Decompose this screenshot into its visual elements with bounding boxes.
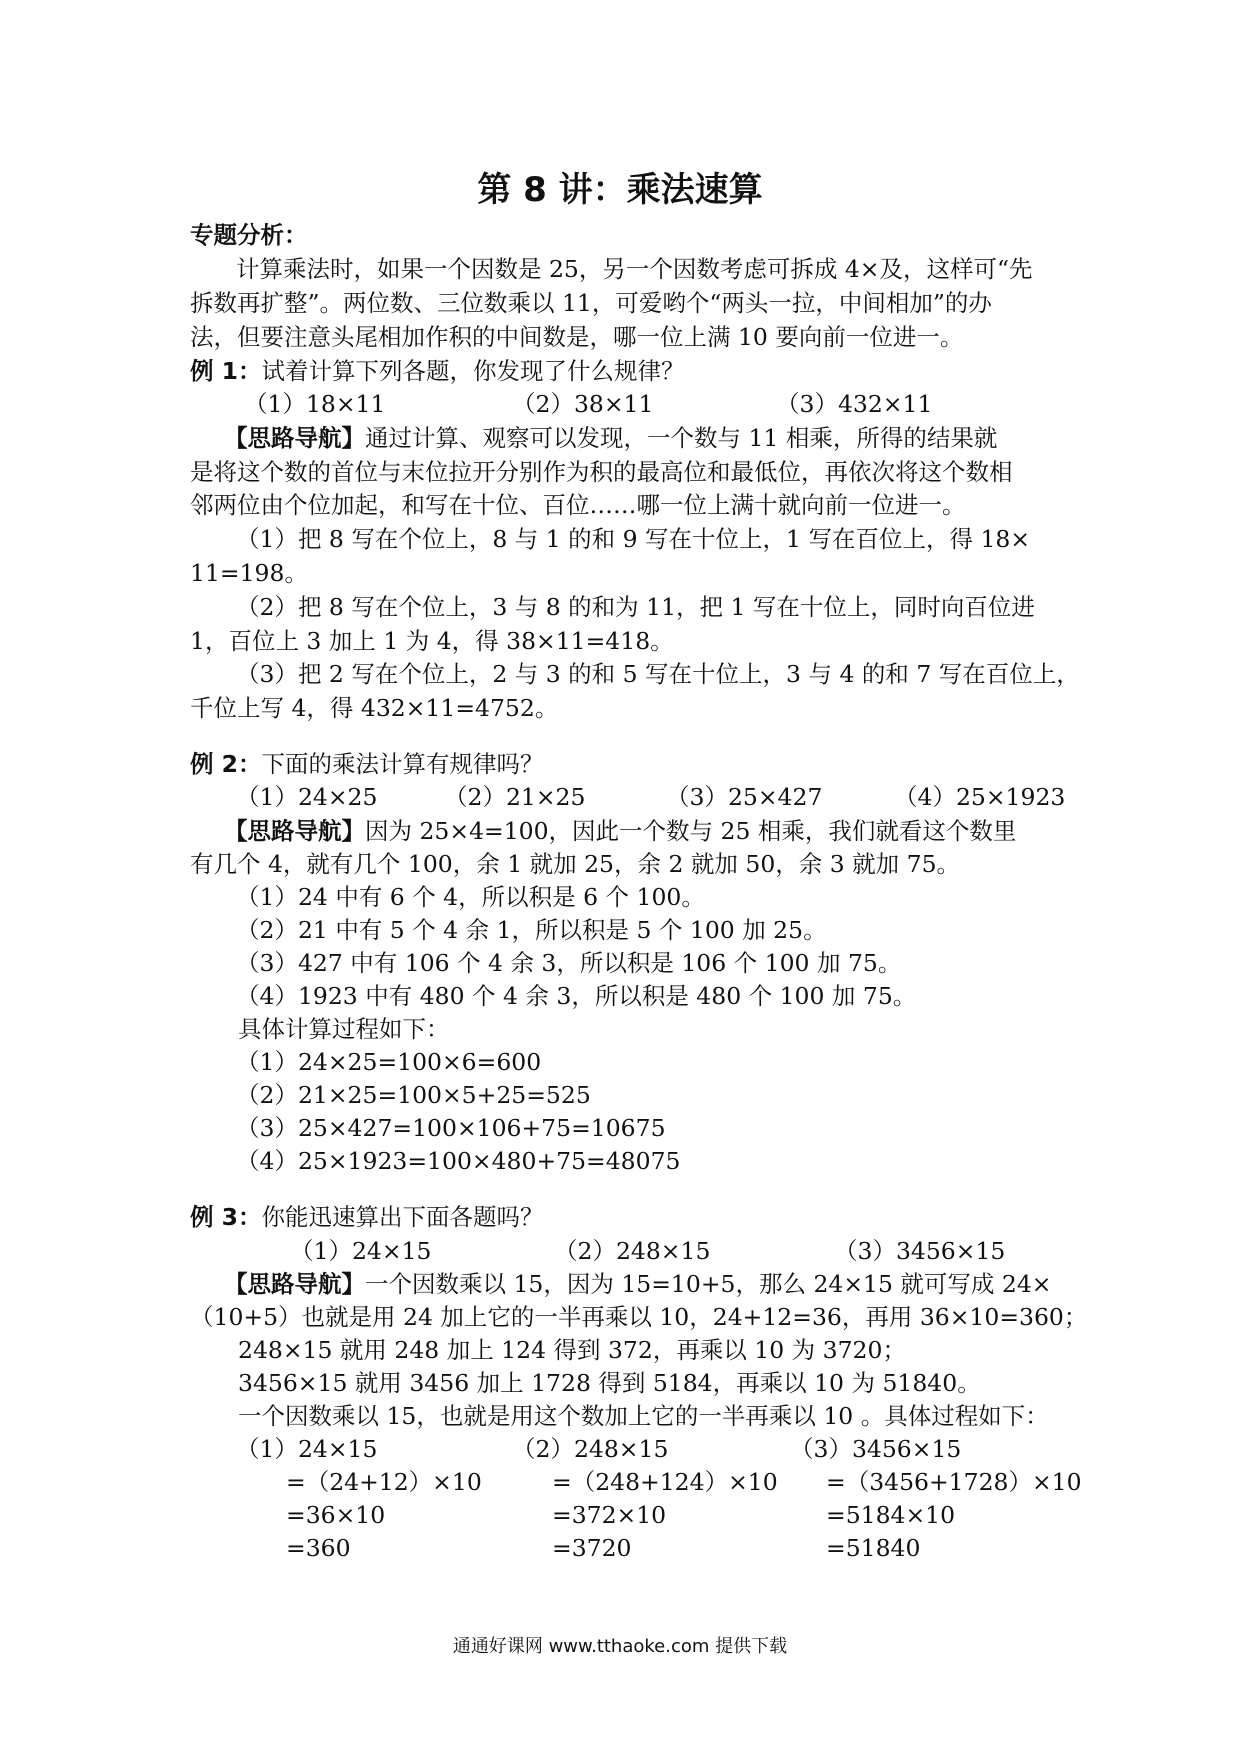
example-1-step: 11=198。 <box>190 559 308 587</box>
example-2-step: （1）24×25=100×6=600 <box>236 1048 542 1076</box>
example-2-step: （3）427 中有 106 个 4 余 3，所以积是 106 个 100 加 75。 <box>236 949 902 977</box>
example-1-step: 千位上写 4，得 432×11=4752。 <box>190 694 559 722</box>
example-2-problem: （3）25×427 <box>666 783 823 811</box>
page-footer: 通通好课网 www.tthaoke.com 提供下载 <box>452 1636 788 1657</box>
example-1-question: 试着计算下列各题，你发现了什么规律？ <box>261 357 685 385</box>
work-col1-line: =360 <box>286 1534 351 1562</box>
example-1-guide-line: 是将这个数的首位与末位拉开分别作为积的最高位和最低位，再依次将这个数相 <box>190 458 1013 486</box>
work-col3-line: =51840 <box>826 1534 921 1562</box>
work-col1-line: =（24+12）×10 <box>286 1468 482 1496</box>
example-1-problem: （1）18×11 <box>244 390 386 418</box>
example-3-question: 你能迅速算出下面各题吗？ <box>261 1203 544 1231</box>
example-3-label: 例 3： <box>190 1203 262 1231</box>
analysis-line: 法，但要注意头尾相加作积的中间数是，哪一位上满 10 要向前一位进一。 <box>190 323 964 351</box>
example-3-guide-line: 【思路导航】一个因数乘以 15，因为 15=10+5，那么 24×15 就可写成 24× <box>224 1270 1052 1298</box>
example-2-problem: （2）21×25 <box>444 783 586 811</box>
example-3-guide-tag: 【思路导航】 <box>224 1270 365 1298</box>
example-2-label: 例 2： <box>190 750 262 778</box>
example-2-problem: （1）24×25 <box>236 783 378 811</box>
example-1-problem: （3）432×11 <box>776 390 933 418</box>
example-3-guide-line: 248×15 就用 248 加上 124 得到 372，再乘以 10 为 3720； <box>238 1336 906 1364</box>
example-3-problem: （2）248×15 <box>554 1237 711 1265</box>
work-col2-line: =372×10 <box>552 1501 667 1529</box>
example-1-step: 1，百位上 3 加上 1 为 4，得 38×11=418。 <box>190 627 674 655</box>
example-1-guide-line: 邻两位由个位加起，和写在十位、百位……哪一位上满十就向前一位进一。 <box>190 491 966 519</box>
example-1-guide-tag: 【思路导航】 <box>224 424 365 452</box>
analysis-line: 计算乘法时，如果一个因数是 25，另一个因数考虑可拆成 4×及，这样可“先 <box>236 255 1033 283</box>
example-2-step: （3）25×427=100×106+75=10675 <box>236 1114 666 1142</box>
work-col2-line: =（248+124）×10 <box>552 1468 778 1496</box>
example-1-guide-line: 【思路导航】通过计算、观察可以发现，一个数与 11 相乘，所得的结果就 <box>224 424 998 452</box>
analysis-heading: 专题分析： <box>190 221 308 249</box>
work-col3-line: =（3456+1728）×10 <box>826 1468 1082 1496</box>
example-1-step: （2）把 8 写在个位上，3 与 8 的和为 11，把 1 写在十位上，同时向百位进 <box>236 593 1035 621</box>
example-1-step: （3）把 2 写在个位上，2 与 3 的和 5 写在十位上，3 与 4 的和 7 写在百位上， <box>236 660 1080 688</box>
example-2-step: （2）21 中有 5 个 4 余 1，所以积是 5 个 100 加 25。 <box>236 916 827 944</box>
page-title: 第 8 讲：乘法速算 <box>477 170 763 210</box>
analysis-line: 拆数再扩整”。两位数、三位数乘以 11，可爱哟个“两头一拉，中间相加”的办 <box>190 289 992 317</box>
example-2-problem: （4）25×1923 <box>894 783 1066 811</box>
example-3-problem: （1）24×15 <box>290 1237 432 1265</box>
work-col3-line: =5184×10 <box>826 1501 956 1529</box>
example-1-heading <box>190 357 685 385</box>
example-2-step: （1）24 中有 6 个 4，所以积是 6 个 100。 <box>236 883 705 911</box>
work-col2-line: =3720 <box>552 1534 632 1562</box>
example-2-heading <box>190 750 544 778</box>
work-col1-line: =36×10 <box>286 1501 386 1529</box>
example-2-guide-line: 有几个 4，就有几个 100，余 1 就加 25，余 2 就加 50，余 3 就加 75。 <box>190 850 961 878</box>
example-3-guide-line: 一个因数乘以 15，也就是用这个数加上它的一半再乘以 10 。具体过程如下： <box>238 1402 1049 1430</box>
example-3-guide-line: （10+5）也就是用 24 加上它的一半再乘以 10，24+12=36，再用 36×10=360； <box>190 1303 1088 1331</box>
example-3-guide-line: 3456×15 就用 3456 加上 1728 得到 5184，再乘以 10 为 51840。 <box>238 1369 981 1397</box>
work-col2-line: （2）248×15 <box>512 1435 669 1463</box>
example-2-step: （2）21×25=100×5+25=525 <box>236 1081 591 1109</box>
example-3-problem: （3）3456×15 <box>834 1237 1006 1265</box>
example-1-step: （1）把 8 写在个位上，8 与 1 的和 9 写在十位上，1 写在百位上，得 18× <box>236 525 1031 553</box>
example-2-guide-line: 【思路导航】因为 25×4=100，因此一个数与 25 相乘，我们就看这个数里 <box>224 817 1017 845</box>
example-2-step: 具体计算过程如下： <box>238 1015 450 1043</box>
example-2-step: （4）1923 中有 480 个 4 余 3，所以积是 480 个 100 加 75。 <box>236 982 917 1010</box>
example-2-step: （4）25×1923=100×480+75=48075 <box>236 1147 681 1175</box>
example-1-problem: （2）38×11 <box>512 390 654 418</box>
work-col1-line: （1）24×15 <box>236 1435 378 1463</box>
work-col3-line: （3）3456×15 <box>790 1435 962 1463</box>
example-2-guide-tag: 【思路导航】 <box>224 817 365 845</box>
example-3-heading <box>190 1203 544 1231</box>
example-2-question: 下面的乘法计算有规律吗？ <box>261 750 544 778</box>
example-1-label: 例 1： <box>190 357 262 385</box>
